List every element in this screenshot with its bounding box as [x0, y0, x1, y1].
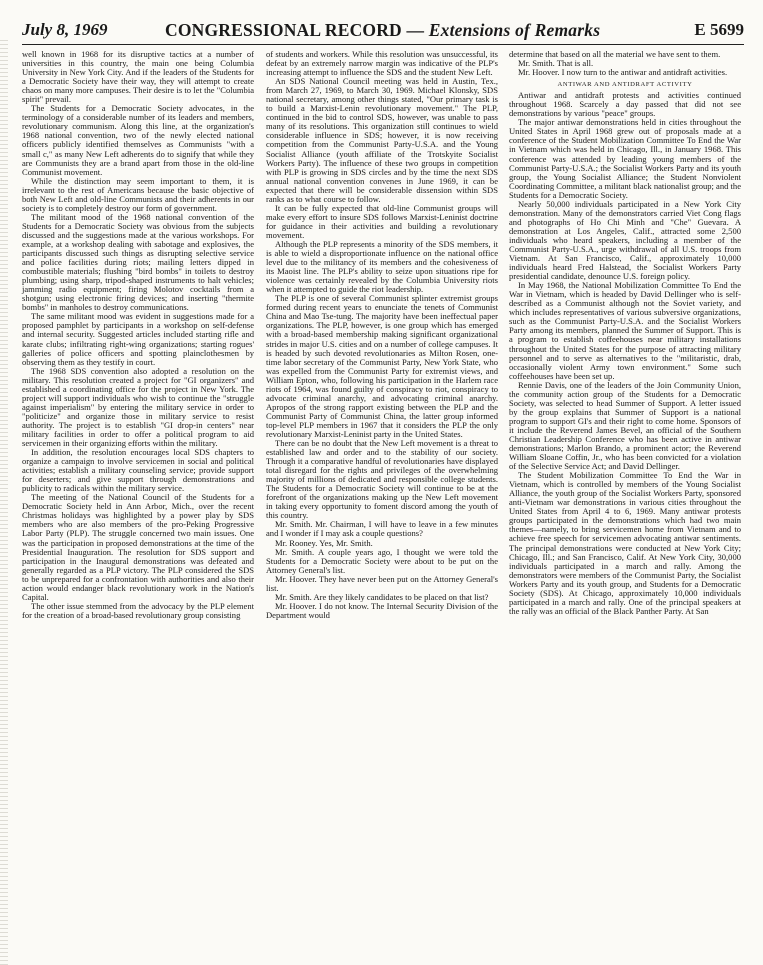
- paragraph: The PLP is one of several Communist splinter extremist groups formed during recent years to enunciate the tenets of Communist China and Mao Tse-tung. The majority have been ineffectual paper organizations. The PLP, however, is one group which has emerged with a broad-based membership making significant organizational strides in major U.S. cities and on a number of college campuses. It is headed by such devoted revolutionaries as Milton Rosen, one-time labor secretary of the Communist Party, New York State, who was expelled from the Communist Party for extremist views, and William Epton, who, following his participation in the Harlem race riots of 1964, was found guilty of conspiracy to riot, conspiracy to advocate criminal anarchy, and advocating criminal anarchy. Apropos of the strong rapport existing between the PLP and the Communist Party of Communist China, the latter group informed top-level PLP members in 1967 that it considers the PLP the only revolutionary Marxist-Leninist party in the United States.: [266, 293, 498, 439]
- paragraph: The militant mood of the 1968 national convention of the Students for a Democratic Society was obvious from the subjects discussed and the suggestions made at the various workshops. For example, at a workshop dealing with sabotage and explosives, the participants discussed such things as disrupting selective service and police facilities during riots; mailing letters dipped in combustible materials; flushing "bird bombs" in toilets to destroy plumbing; using sharp, tripod-shaped instruments to halt vehicles; jamming radio equipment; firing Molotov cocktails from a shotgun; using electronic firing devices; and inserting "thermite bombs" in manholes to destroy communications.: [22, 211, 254, 313]
- page-header: [22, 18, 744, 45]
- paragraph: The Student Mobilization Committee To End the War in Vietnam, which is controlled by members of the Young Socialist Alliance, the youth group of the Socialist Workers Party, sponsored anti-Vietnam war demonstrations in various cities throughout the United States from April 4 to 6, 1969. Many antiwar protests groups participated in the demonstrations which had two main themes—namely, to bring servicemen home from Vietnam and to achieve free speech for servicemen advocating antiwar sentiments. The principal demonstrations were conducted at New York City; Chicago, Ill.; and San Francisco, Calif. At New York City, 30,000 individuals participated in a march and rally. Among the demonstrators were members of the Communist Party, the Socialist Workers Party and its youth group, and Students for a Democratic Society (SDS). At Chicago, approximately 10,000 individuals participated in a march and rally. One of the principal speakers at the rally was an official of the Black Panther Party. At San: [509, 470, 741, 616]
- paragraph: Rennie Davis, one of the leaders of the Join Community Union, the community action group of the Students for a Democratic Society, was selected to head Summer of Support. A letter issued by the group explains that Summer of Support is a national program to support GI's and their right to come home. Sponsors of it include the Reverend James Bevel, an official of the Southern Christian Leadership Conference who has been active in antiwar demonstrations; Marlon Brando, a prominent actor; the Reverend William Sloane Coffin, Jr., who has been convicted for a violation of the Selective Service Act; and David Dellinger.: [509, 379, 741, 472]
- paragraph: Mr. Hoover. I do not know. The Internal Security Division of the Department would: [266, 600, 498, 620]
- paragraph: The major antiwar demonstrations held in cities throughout the United States in April 1968 grew out of proposals made at a conference of the Student Mobilization Committee To End the War in Vietnam which was held in Chicago, Ill., in January 1968. This conference was attended by leading young members of the Communist Party-U.S.A.; the Socialist Workers Party and its youth group, the Young Socialist Alliance; the Student Nonviolent Coordinating Committee, a militant black nationalist group; and the Students for a Democratic Society.: [509, 117, 741, 200]
- header-page-number: E 5699: [694, 20, 744, 39]
- paragraph: While the distinction may seem important to them, it is irrelevant to the rest of Americans because the basic objective of both New Left and old-line Communists and their adherents in our society is to completely destroy our form of government.: [22, 175, 254, 213]
- paragraph: Mr. Hoover. I now turn to the antiwar and antidraft activities.: [518, 67, 728, 78]
- paragraph: The 1968 SDS convention also adopted a resolution on the military. This resolution created a project for "GI organizers" and established a coordinating office for the project in New York. The project will support individuals who wish to continue the "struggle against imperialism" by entering the military service in order to "politicize" and organize those in military service to resist authority. The project is to establish "GI drop-in centers" near military facilities in order to offer a political program to aid servicemen in their organizing efforts within the military.: [22, 365, 254, 449]
- paragraph: In addition, the resolution encourages local SDS chapters to organize a campaign to involve servicemen in social and political activities; establish a military counseling service; provide support for deserters; and give support through demonstrations and publicity to radicals within the military service.: [22, 447, 254, 494]
- paragraph: Antiwar and antidraft protests and activities continued throughout 1968. Scarcely a day passed that did not see demonstrations by various "peace" groups.: [509, 90, 741, 119]
- paragraph: determine that based on all the material we have sent to them.: [509, 49, 721, 59]
- paragraph: The same militant mood was evident in suggestions made for a proposed pamphlet by participants in a workshop on self-defense and internal security. Suggested articles included starting rifle and karate clubs; infiltrating right-wing organizations; starting rogues' galleries of police officers and spotting plainclothesmen by observing them as they testify in court.: [22, 311, 254, 367]
- header-date: July 8, 1969: [22, 20, 108, 39]
- paragraph: In May 1968, the National Mobilization Committee To End the War in Vietnam, which is headed by David Dellinger who is self-described as a Communist although not the Soviet variety, and which includes representatives of various subversive organizations, such as the Communist Party-U.S.A. and the Socialist Workers Party among its members, planned the Summer of Support. This is a program to establish coffeehouses near military installations throughout the United States for the purpose of attracting military personnel and to serve as alternatives to the "militaristic, drab, occasionally violent Army town environment." Some such coffeehouses have been set up.: [509, 280, 741, 381]
- paragraph: An SDS National Council meeting was held in Austin, Tex., from March 27, 1969, to March 30, 1969. Michael Klonsky, SDS national secretary, among other things stated, "Our primary task is to build a Marxist-Lenin revolutionary movement." The PLP, continued in the bid to control SDS, however, was unable to pass many of its resolutions. This organization still continues to wield considerable influence in SDS; however, it is now receiving competition from the Communist Party-U.S.A. and the Young Socialist Alliance (youth affiliate of the Trotskyite Socialist Workers Party). The influence of these two groups in competition with PLP is growing in SDS circles and by the time the next SDS annual national convention convenes in June 1969, it can be expected that there will be considerable dissension within SDS ranks as to what course to follow.: [266, 76, 498, 204]
- paragraph: The meeting of the National Council of the Students for a Democratic Society held in Ann Arbor, Mich., over the recent Christmas holidays was highlighted by a power play by SDS members who are also members of the pro-Peking Progressive Labor Party (PLP). The struggle concerned two main issues. One was the participation in proposed demonstrations at the time of the Presidential Inauguration. The resolution for SDS support and participation in the Inaugural demonstrations was defeated and generally regarded as a PLP victory. The PLP considered the SDS to be unprepared for a confrontation with authorities and also their action would endanger black revolutionary work in the Nation's Capital.: [22, 492, 254, 602]
- paragraph: Nearly 50,000 individuals participated in a New York City demonstration. Many of the demonstrators carried Viet Cong flags and photographs of Ho Chi Minh and "Che" Guevara. A demonstration at Los Angeles, Calif., attracted some 2,500 individuals who heard speakers, including a member of the Communist Party-U.S.A., urge withdrawal of all U.S. troops from Vietnam. At San Francisco, Calif., approximately 10,000 individuals heard Fred Halstead, the Socialist Workers Party presidential candidate, denounce U.S. foreign policy.: [509, 198, 741, 282]
- paragraph: Although the PLP represents a minority of the SDS members, it is able to wield a disproportionate influence on the national office level due to the militancy of its members and the cohesiveness of its Maoist line. The PLP's ability to seize upon situations ripe for violence was certainly revealed by the Columbia University riots when it attempted to guide the riot leadership.: [266, 238, 498, 295]
- paragraph: The other issue stemmed from the advocacy by the PLP element for the creation of a broad-based revolutionary group consisting: [22, 600, 254, 620]
- paragraph: of students and workers. While this resolution was unsuccessful, its defeat by an extremely narrow margin was indicative of the PLP's increasing attempt to influence the SDS and the student New Left.: [266, 49, 498, 78]
- header-title-main: CONGRESSIONAL RECORD —: [165, 20, 429, 40]
- paragraph: Mr. Smith. Mr. Chairman, I will have to leave in a few minutes and I wonder if I may ask a couple questions?: [266, 519, 498, 539]
- header-title: [165, 20, 600, 41]
- paragraph: Mr. Smith. A couple years ago, I thought we were told the Students for a Democratic Society were about to be put on the Attorney General's list.: [266, 546, 498, 575]
- paragraph: Mr. Smith. Are they likely candidates to be placed on that list?: [275, 591, 489, 602]
- text-column-2: [266, 50, 498, 620]
- paragraph: The Students for a Democratic Society advocates, in the terminology of a considerable number of its leaders and members, revolutionary communism. Along this line, at the organization's 1968 national convention, two of the newly elected national officers publicly identified themselves as Communists "with a small c," as many New Left adherents do to signify that while they are Communists they are a brand apart from those in the old-line Communist movement.: [22, 103, 254, 177]
- paragraph: Mr. Smith. That is all.: [518, 58, 594, 69]
- text-column-3: [509, 50, 741, 616]
- text-column-1: [22, 50, 254, 620]
- paragraph: It can be fully expected that old-line Communist groups will make every effort to insure SDS follows Marxist-Leninist doctrine for guidance in their activities and building a revolutionary movement.: [266, 202, 498, 240]
- paragraph: There can be no doubt that the New Left movement is a threat to established law and order and to the stability of our society. Through it a comparative handful of revolutionaries have displayed total disregard for the rights and privileges of the overwhelming majority of millions of dedicated and responsible college students. The Students for a Democratic Society will continue to be at the forefront of the organizations making up the New Left movement in taking every opportunity to foment discord among the youth of this country.: [266, 438, 498, 521]
- header-title-italic: Extensions of Remarks: [428, 20, 601, 40]
- paragraph: well known in 1968 for its disruptive tactics at a number of universities in this country, the main one being Columbia University in New York City. And if the leaders of the Students for a Democratic Society have their way, they will attempt to create chaos on many more campuses. Their desire is to let the "Columbia spirit" prevail.: [22, 49, 254, 105]
- binding-edge: [0, 40, 8, 965]
- paragraph: Mr. Hoover. They have never been put on the Attorney General's list.: [266, 573, 498, 593]
- section-heading: ANTIWAR AND ANTIDRAFT ACTIVITY: [557, 81, 693, 89]
- paragraph: Mr. Rooney. Yes, Mr. Smith.: [275, 537, 373, 548]
